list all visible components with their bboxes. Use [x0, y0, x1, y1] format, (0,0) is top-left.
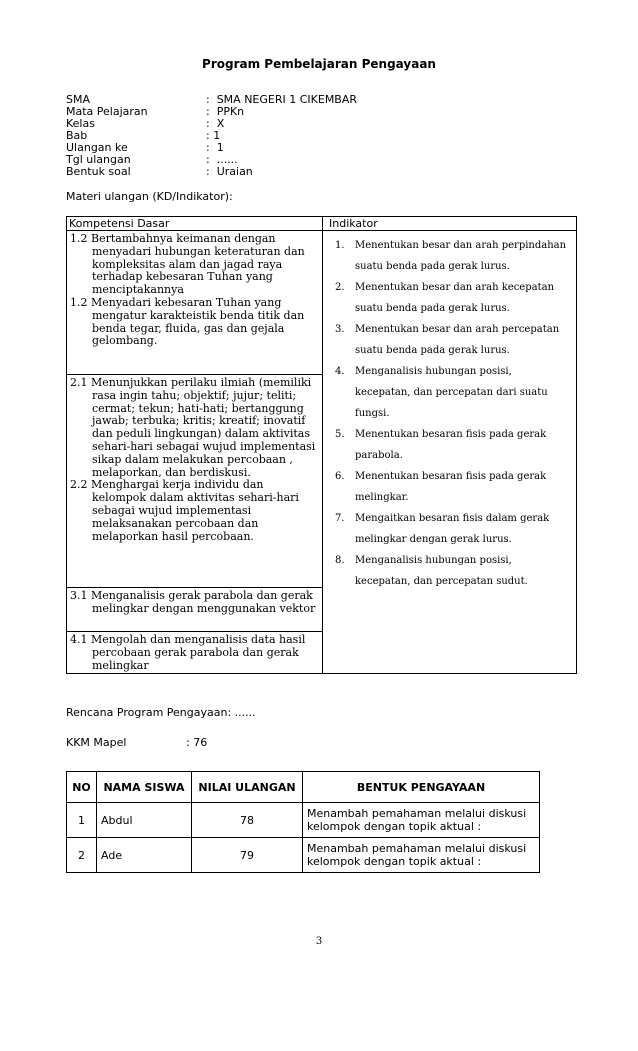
info-value: : 1: [206, 129, 221, 142]
info-value: : 1: [206, 141, 224, 154]
kd-item: 1.2 Menyadari kebesaran Tuhan yang mengatur karakteistik benda titik dan benda tegar, fluida, gas dan gejala gelombang.: [70, 295, 305, 348]
materi-label: Materi ulangan (KD/Indikator):: [66, 190, 233, 203]
header-no: NO: [67, 772, 97, 803]
indikator-text: Mengaitkan besaran fisis dalam gerak melingkar dengan gerak lurus.: [355, 513, 550, 545]
info-value: : ......: [206, 153, 238, 166]
indikator-text: Menentukan besaran fisis pada gerak parabola.: [355, 429, 547, 461]
rencana-program: Rencana Program Pengayaan: ......: [66, 706, 256, 719]
kd-indikator-table: [66, 216, 577, 674]
indikator-number: 4.: [335, 366, 345, 377]
info-label: Tgl ulangan: [66, 153, 131, 166]
indikator-item: [335, 319, 570, 361]
kd-block: [67, 632, 322, 674]
indikator-number: 6.: [335, 471, 345, 482]
kd-item: 3.1 Menganalisis gerak parabola dan gerak melingkar dengan menggunakan vektor: [70, 589, 316, 615]
table-row: [67, 838, 540, 873]
info-row: [66, 166, 357, 178]
indikator-text: Menentukan besar dan arah kecepatan suatu benda pada gerak lurus.: [355, 282, 555, 314]
header-bentuk-pengayaan: BENTUK PENGAYAAN: [303, 772, 540, 803]
cell-no: 1: [67, 803, 97, 838]
kd-item: 4.1 Mengolah dan menganalisis data hasil percobaan gerak parabola dan gerak melingkar: [70, 633, 306, 672]
info-block: [66, 94, 357, 178]
info-value: : PPKn: [206, 105, 245, 118]
kkm-value: : 76: [186, 736, 208, 749]
kd-block: [67, 375, 322, 588]
table-row: [67, 803, 540, 838]
indikator-text: Menganalisis hubungan posisi, kecepatan, dan percepatan dari suatu fungsi.: [355, 366, 548, 419]
score-table: [66, 771, 540, 873]
info-value: : SMA NEGERI 1 CIKEMBAR: [206, 93, 358, 106]
indikator-text: Menentukan besar dan arah perpindahan suatu benda pada gerak lurus.: [355, 240, 567, 272]
indikator-item: [335, 424, 570, 466]
info-value: : Uraian: [206, 165, 253, 178]
cell-nilai: 79: [192, 838, 303, 873]
info-label: Kelas: [66, 117, 95, 130]
info-label: Mata Pelajaran: [66, 105, 148, 118]
header-nilai-ulangan: NILAI ULANGAN: [192, 772, 303, 803]
indikator-text: Menentukan besar dan arah percepatan suatu benda pada gerak lurus.: [355, 324, 560, 356]
kd-item: 1.2 Bertambahnya keimanan dengan menyadari hubungan keteraturan dan kompleksitas alam dan jagad raya terhadap kebesaran Tuhan yang menciptakannya: [70, 232, 305, 297]
info-label: Bentuk soal: [66, 165, 131, 178]
indikator-column: [323, 231, 576, 592]
kd-column: [67, 217, 323, 673]
indikator-item: [335, 466, 570, 508]
indikator-number: 7.: [335, 513, 345, 524]
cell-nilai: 78: [192, 803, 303, 838]
cell-nama: Ade: [97, 838, 192, 873]
table-header-row: [67, 772, 540, 803]
cell-no: 2: [67, 838, 97, 873]
indikator-item: [335, 550, 570, 592]
cell-bentuk: Menambah pemahaman melalui diskusi kelompok dengan topik aktual :: [303, 803, 540, 838]
indikator-item: [335, 361, 570, 424]
indikator-item: [335, 277, 570, 319]
info-value: : X: [206, 117, 225, 130]
kd-item: 2.1 Menunjukkan perilaku ilmiah (memiliki rasa ingin tahu; objektif; jujur; teliti; cermat; tekun; hati-hati; bertanggung jawab; terbuka; kritis; kreatif; inovatif dan peduli lingkungan) dalam aktivitas sehari-hari sebagai wujud implementasi sikap dalam melakukan percobaan , melaporkan, dan berdiskusi.: [70, 376, 316, 479]
cell-nama: Abdul: [97, 803, 192, 838]
indikator-text: Menganalisis hubungan posisi, kecepatan, dan percepatan sudut.: [355, 555, 528, 587]
kkm-label: KKM Mapel: [66, 736, 127, 749]
info-label: SMA: [66, 93, 90, 106]
indikator-text: Menentukan besaran fisis pada gerak melingkar.: [355, 471, 547, 503]
kkm-mapel: [66, 736, 207, 749]
indikator-item: [335, 508, 570, 550]
header-nama-siswa: NAMA SISWA: [97, 772, 192, 803]
page-number: 3: [315, 936, 323, 947]
indikator-number: 5.: [335, 429, 345, 440]
indikator-number: 8.: [335, 555, 345, 566]
cell-bentuk: Menambah pemahaman melalui diskusi kelompok dengan topik aktual :: [303, 838, 540, 873]
page-title: Program Pembelajaran Pengayaan: [202, 57, 436, 71]
indikator-item: [335, 235, 570, 277]
info-label: Ulangan ke: [66, 141, 128, 154]
indikator-number: 3.: [335, 324, 345, 335]
kd-block: [67, 231, 322, 375]
info-label: Bab: [66, 129, 88, 142]
kd-block: [67, 588, 322, 632]
indikator-number: 2.: [335, 282, 345, 293]
kd-header: Kompetensi Dasar: [67, 217, 322, 231]
kd-item: 2.2 Menghargai kerja individu dan kelompok dalam aktivitas sehari-hari sebagai wujud implementasi melaksanakan percobaan dan melaporkan hasil percobaan.: [70, 478, 299, 543]
indikator-header: Indikator: [323, 217, 576, 231]
indikator-number: 1.: [335, 240, 345, 251]
